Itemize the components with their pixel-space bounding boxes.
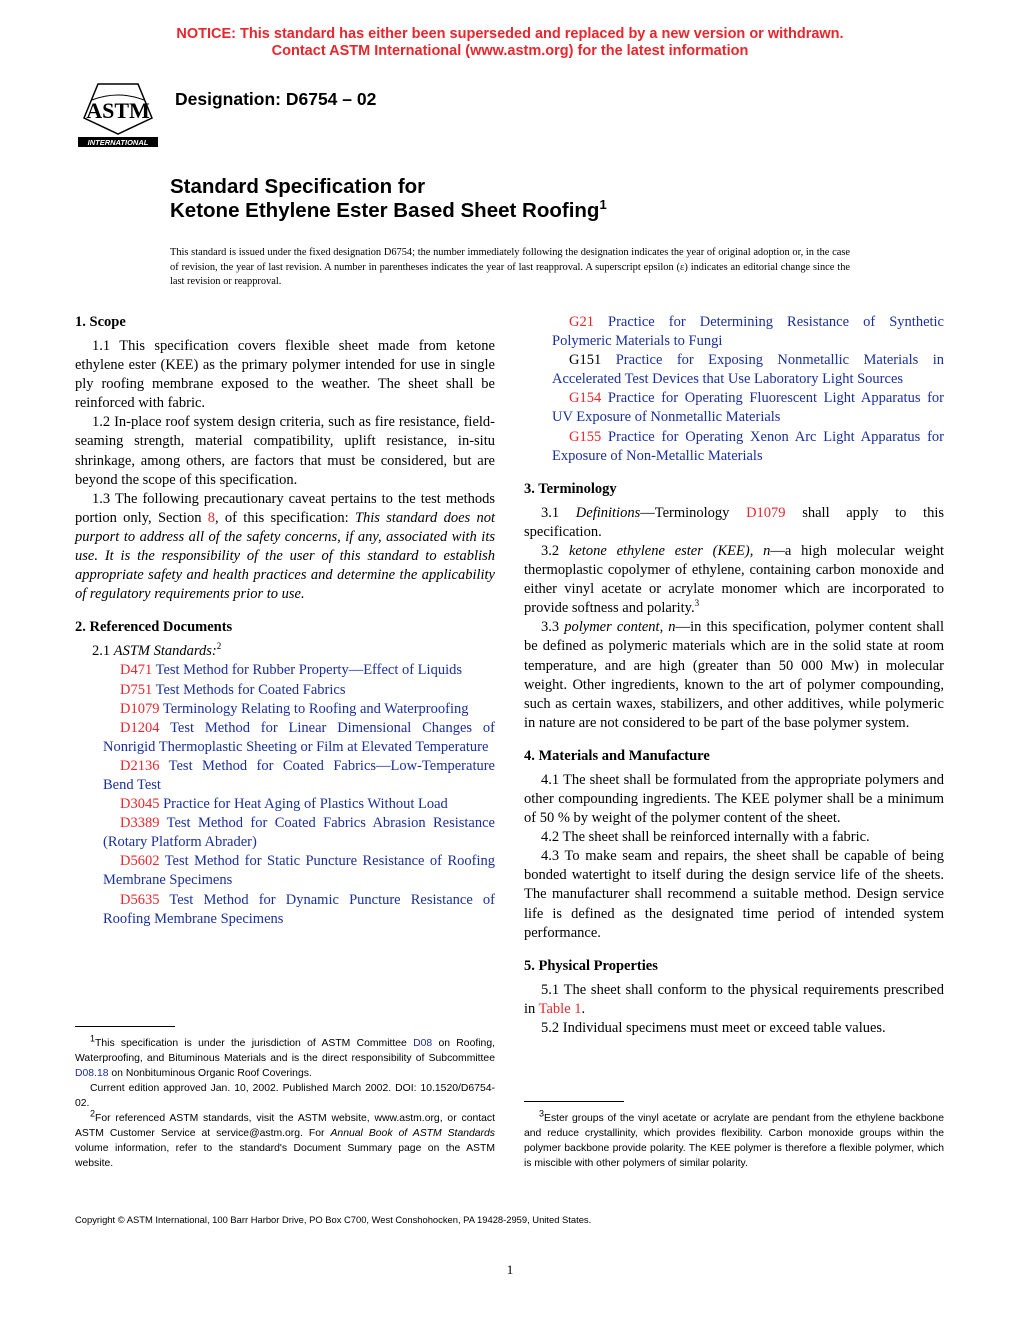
notice-line-1: NOTICE: This standard has either been superseded and replaced by a new version or withdrawn. (176, 26, 844, 42)
title-line-1: Standard Specification for (170, 175, 426, 198)
footnote-rule-right (524, 1101, 624, 1102)
page-number: 1 (506, 1262, 514, 1277)
reference-item (75, 814, 495, 852)
paragraph-5-1: 5.1 The sheet shall conform to the physical requirements prescribed in Table 1. (524, 981, 944, 1017)
right-column (524, 313, 944, 1038)
reference-code-link[interactable]: G151 (569, 352, 602, 369)
reference-code-link[interactable]: G154 (569, 390, 602, 407)
reference-title-link[interactable]: Test Method for Static Puncture Resistance of Roofing Membrane Specimens (103, 853, 495, 889)
reference-code-link[interactable]: D3045 (120, 796, 160, 813)
copyright: Copyright © ASTM International, 100 Barr Harbor Drive, PO Box C700, West Conshohocken, PA 19428-2959, United States. (75, 1214, 592, 1225)
reference-title-link[interactable]: Practice for Operating Xenon Arc Light Apparatus for Exposure of Non-Metallic Materials (552, 428, 944, 464)
reference-item (75, 700, 495, 719)
left-column (75, 313, 495, 929)
reference-item (75, 719, 495, 757)
paragraph-1-1: 1.1 This specification covers flexible sheet made from ketone ethylene ester (KEE) as the primary polymer intended for use in single ply roofing membrane exposed to the weather. The sheet shall be reinforced with fabric. (75, 338, 495, 412)
paragraph-3-3: 3.3 polymer content, n—in this specification, polymer content shall be defined as polymeric materials which are in the solid state at room temperature, and are high (greater than 50 000 Mw) in molecular weight. Other ingredients, known to the art of polymer compounding, such as certain waxes, stabilizers, and other additives, while polymeric in nature are not considered to be part of the base polymer system. (524, 619, 944, 731)
footnote-1: $^1$This specification is under the jurisdiction of ASTM Committee D08 on Roofing, Waterproofing, and Bituminous Materials and is the direct responsibility of Subcommittee D08.18 on Nonbituminous Organic Roof Coverings. (75, 1033, 495, 1079)
reference-list (75, 661, 495, 928)
section-heading-scope: 1. Scope (75, 314, 126, 330)
astm-logo-icon (76, 78, 160, 150)
notice-line-2: Contact ASTM International (www.astm.org) for the latest information (271, 43, 749, 59)
reference-title-link[interactable]: Test Method for Linear Dimensional Changes of Nonrigid Thermoplastic Sheeting or Film at Elevated Temperature (103, 719, 495, 755)
reference-title-link[interactable]: Practice for Exposing Nonmetallic Materials in Accelerated Test Devices that Use Laboratory Light Sources (552, 352, 945, 388)
paragraph-4-3: 4.3 To make seam and repairs, the sheet shall be capable of being bonded watertight to itself during the design service life of the sheets. The manufacturer shall recommend a suitable method. Design service life is defined as the designated time period of intended system performance. (524, 848, 944, 941)
reference-code-link[interactable]: D5635 (120, 891, 160, 908)
reference-title-link[interactable]: Test Method for Coated Fabrics Abrasion Resistance (Rotary Platform Abrader) (103, 815, 495, 851)
reference-item (524, 313, 944, 351)
paragraph-2-1: 2.1 ASTM Standards:$^2$ (92, 641, 222, 660)
paragraph-3-1: 3.1 Definitions—Terminology D1079 shall apply to this specification. (524, 504, 944, 540)
reference-code-link[interactable]: D1204 (120, 719, 160, 736)
preamble: This standard is issued under the fixed designation D6754; the number immediately following the designation indicates the year of original adoption or, in the case of revision, the year of last revision. A number in parentheses indicates the year of last reapproval. A superscript epsilon (ε) indicates an editorial change since the last revision or reapproval. (170, 247, 850, 287)
reference-item (75, 852, 495, 890)
reference-code-link[interactable]: D2136 (120, 757, 160, 774)
reference-title-link[interactable]: Practice for Operating Fluorescent Light Apparatus for UV Exposure of Nonmetallic Materials (552, 390, 945, 426)
title-line-2: Ketone Ethylene Ester Based Sheet Roofing$^1$ (170, 197, 607, 222)
reference-title-link[interactable]: Terminology Relating to Roofing and Waterproofing (162, 700, 469, 717)
designation: Designation: D6754 – 02 (175, 89, 377, 109)
d1079-link[interactable]: D1079 (746, 504, 786, 521)
reference-item (75, 795, 495, 814)
reference-list-continued (524, 313, 944, 466)
footnote-3: $^3$Ester groups of the vinyl acetate or acrylate are pendant from the ethylene backbone and reduce crystallinity, which provides flexibility. Carbon monoxide groups within the polymer backbone provide polarity. The KEE polymer is therefore a flexible polymer, which is miscible with other polymers of similar polarity. (524, 1108, 944, 1169)
reference-title-link[interactable]: Practice for Heat Aging of Plastics Without Load (163, 796, 448, 813)
section-heading-referenced-documents: 2. Referenced Documents (75, 619, 233, 636)
reference-code-link[interactable]: G21 (569, 314, 594, 330)
reference-item (75, 891, 495, 929)
reference-code-link[interactable]: D5602 (120, 853, 160, 870)
footnote-2: $^2$For referenced ASTM standards, visit the ASTM website, www.astm.org, or contact ASTM Customer Service at service@astm.org. For Annual Book of ASTM Standards volume information, refer to the standard's Document Summary page on the ASTM website. (75, 1108, 495, 1169)
paragraph-1-3: 1.3 The following precautionary caveat pertains to the test methods portion only, Section 8, of this specification: This standard does not purport to address all of the safety concerns, if any, associated with its use. It is the responsibility of the user of this standard to establish appropriate safety and health practices and determine the applicability of regulatory requirements prior to use. (75, 490, 495, 603)
logo-letters: ASTM (86, 98, 150, 123)
reference-title-link[interactable]: Test Methods for Coated Fabrics (155, 681, 346, 698)
reference-title-link[interactable]: Test Method for Dynamic Puncture Resistance of Roofing Membrane Specimens (103, 891, 495, 927)
paragraph-5-2: 5.2 Individual specimens must meet or exceed table values. (541, 1019, 886, 1036)
footnote-1-edition: Current edition approved Jan. 10, 2002. Published March 2002. DOI: 10.1520/D6754-02. (75, 1083, 495, 1109)
reference-title-link[interactable]: Test Method for Rubber Property—Effect of Liquids (155, 662, 462, 679)
d08-link[interactable]: D08 (413, 1038, 433, 1049)
reference-code-link[interactable]: G155 (569, 428, 602, 445)
table-1-link[interactable]: Table 1 (538, 1000, 582, 1017)
footnotes-right (524, 1108, 944, 1171)
footnotes-left (75, 1033, 495, 1171)
reference-code-link[interactable]: D1079 (120, 700, 160, 717)
section-heading-materials: 4. Materials and Manufacture (524, 747, 710, 764)
reference-item (524, 389, 944, 427)
reference-item (75, 681, 495, 700)
withdrawal-notice (0, 26, 1020, 60)
title-footnote-mark: 1 (599, 197, 607, 213)
reference-code-link[interactable]: D471 (120, 662, 153, 679)
footnote-rule-left (75, 1026, 175, 1027)
paragraph-4-2: 4.2 The sheet shall be reinforced internally with a fabric. (541, 829, 870, 846)
section-8-link[interactable]: 8 (207, 509, 215, 526)
d08-18-link[interactable]: D08.18 (75, 1068, 109, 1079)
document-title (170, 175, 607, 223)
paragraph-3-2: 3.2 ketone ethylene ester (KEE), n—a high molecular weight thermoplastic copolymer of ethylene, containing carbon monoxide and either vinyl acetate or acrylate monomer which are incorporated to provide softness and polarity.$^3$ (524, 542, 944, 617)
reference-item (524, 428, 944, 466)
logo-subtitle: INTERNATIONAL (87, 138, 149, 147)
section-heading-terminology: 3. Terminology (524, 480, 617, 497)
section-heading-physical-properties: 5. Physical Properties (524, 957, 658, 974)
paragraph-1-2: 1.2 In-place roof system design criteria, such as fire resistance, field-seaming strength, material compatibility, uplift resistance, in-situ shrinkage, among others, are factors that must be considered, but are beyond the scope of this specification. (75, 414, 495, 488)
reference-title-link[interactable]: Test Method for Coated Fabrics—Low-Temperature Bend Test (103, 757, 495, 793)
reference-item (524, 351, 944, 389)
paragraph-4-1: 4.1 The sheet shall be formulated from the appropriate polymers and other compounding ingredients. The KEE polymer shall be a minimum of 50 % by weight of the polymer content of the sheet. (524, 771, 944, 827)
reference-code-link[interactable]: D3389 (120, 815, 160, 832)
reference-code-link[interactable]: D751 (120, 681, 153, 698)
reference-item (75, 661, 495, 680)
reference-item (75, 757, 495, 795)
reference-title-link[interactable]: Practice for Determining Resistance of Synthetic Polymeric Materials to Fungi (552, 314, 944, 350)
